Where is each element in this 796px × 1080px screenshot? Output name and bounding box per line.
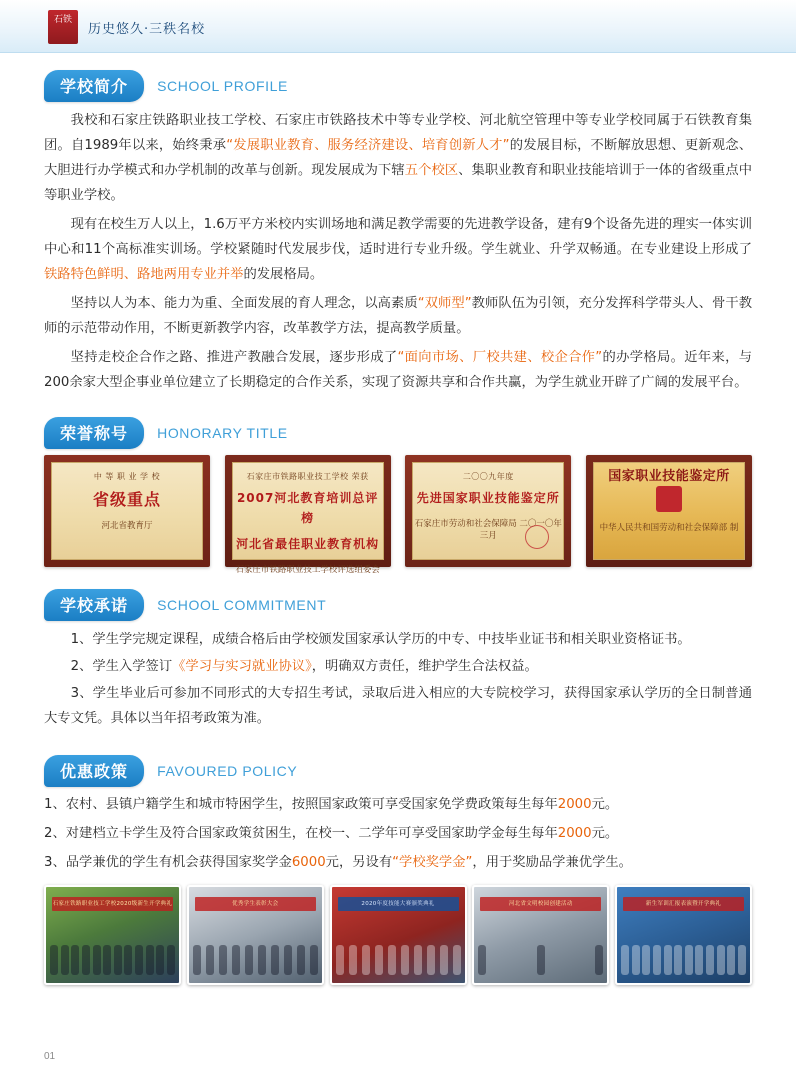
photo-caption: 优秀学生表彰大会: [195, 897, 316, 911]
policy-item: [44, 822, 752, 846]
photo-gallery: [44, 885, 752, 985]
certificate-seal-icon: [525, 525, 549, 549]
commitment-item: [44, 627, 752, 652]
certificate-top-text: 国家职业技能鉴定所: [608, 469, 730, 484]
section-badge-profile: 学校简介: [44, 70, 144, 102]
policy-item-text-c: ，用于奖励品学兼优学生。: [472, 855, 632, 870]
certificate-main-text: 2007河北教育培训总评榜: [236, 491, 379, 525]
certificate-issuer: 河北省教育厅: [101, 521, 153, 531]
profile-p3-b: 教师队伍为引领，充分发挥科学带头人、骨干教师的示范带动作用，不断更新教学内容，改革教学方法，提高教学质量。: [44, 296, 753, 336]
gallery-photo: [187, 885, 324, 985]
school-logo: 石铁: [48, 10, 78, 44]
profile-paragraph-1: [44, 108, 752, 208]
header-title: 历史悠久·三秩名校: [88, 22, 206, 37]
photo-people-row: [478, 945, 603, 975]
policy-item-amount: 2000: [557, 826, 592, 841]
section-badge-en-profile: SCHOOL PROFILE: [157, 78, 288, 94]
gallery-photo: [472, 885, 609, 985]
section-badge-commitment: 学校承诺: [44, 589, 144, 621]
profile-p1-b: 的发展目标，不断解放思想、更新观念、大胆进行办学模式和办学机制的改革与创新。现发展成为下辖: [44, 138, 753, 178]
profile-paragraph-3: [44, 291, 752, 341]
policy-item-amount: 2000: [557, 797, 592, 812]
certificate-issuer: 石家庄市劳动和社会保障局 二〇一〇年三月: [414, 519, 562, 541]
policy-item-text-b: 元。: [591, 826, 619, 841]
section-heading-profile: [44, 70, 796, 100]
profile-p1-a: 我校和石家庄铁路职业技工学校、石家庄市铁路技术中等专业学校、河北航空管理中等专业学校同属于石铁教育集团。自1989年以来，始终秉承: [44, 113, 752, 153]
gallery-photo: [44, 885, 181, 985]
section-heading-policy: [44, 755, 796, 785]
certificate-top-text: 石家庄市铁路职业技工学校 荣获: [246, 472, 369, 481]
profile-p1-highlight-1: “发展职业教育、服务经济建设、培育创新人才”: [226, 138, 510, 153]
commitment-item-text: 1、学生学完规定课程，成绩合格后由学校颁发国家承认学历的中专、中技毕业证书和相关职业资格证书。: [70, 632, 691, 647]
policy-item-text-b: 元，另设有: [325, 855, 393, 870]
policy-item: [44, 793, 752, 817]
profile-p1-highlight-2: 五个校区: [404, 163, 459, 178]
profile-p4-a: 坚持走校企合作之路、推进产教融合发展，逐步形成了: [70, 350, 398, 365]
photo-people-row: [621, 945, 746, 975]
section-badge-en-policy: FAVOURED POLICY: [157, 763, 298, 779]
certificate-item: [44, 455, 210, 567]
commitment-item-highlight: 《学习与实习就业协议》: [172, 659, 312, 674]
photo-people-row: [336, 945, 461, 975]
profile-p3-highlight: “双师型”: [417, 296, 472, 311]
policy-item-text-b: 元。: [591, 797, 619, 812]
photo-people-row: [193, 945, 318, 975]
certificate-gallery: [44, 455, 752, 575]
national-emblem-icon: [656, 486, 682, 512]
policy-item-text: 3、品学兼优的学生有机会获得国家奖学金: [44, 855, 292, 870]
gallery-photo: [615, 885, 752, 985]
section-badge-en-commitment: SCHOOL COMMITMENT: [157, 597, 327, 613]
policy-item-highlight-2: “学校奖学金”: [392, 855, 473, 870]
section-badge-policy: 优惠政策: [44, 755, 144, 787]
photo-caption: 河北省文明校园创建活动: [480, 897, 601, 911]
certificate-main-text: 先进国家职业技能鉴定所: [416, 491, 560, 505]
policy-item-amount: 6000: [291, 855, 326, 870]
page-number: 01: [44, 1051, 56, 1062]
page-header: [0, 0, 796, 53]
commitment-item-text-b: ，明确双方责任，维护学生合法权益。: [311, 659, 538, 674]
certificate-item: [405, 455, 571, 567]
profile-p2-a: 现有在校生万人以上，1.6万平方米校内实训场地和满足教学需要的先进教学设备，建有9个设备先进的理实一体实训中心和11个高标准实训场。学校紧随时代发展步伐，适时进行专业升级。学生就业、升学双畅通。在专业建设上形成了: [44, 217, 752, 257]
commitment-item-text: 3、学生毕业后可参加不同形式的大专招生考试，录取后进入相应的大专院校学习，获得国家承认学历的全日制普通大专文凭。具体以当年招考政策为准。: [44, 686, 752, 726]
commitment-item: [44, 654, 752, 679]
certificate-top-text: 二〇〇九年度: [462, 472, 514, 481]
section-heading-commitment: [44, 589, 796, 619]
profile-p4-b: 的办学格局。近年来，与200余家大型企事业单位建立了长期稳定的合作关系，实现了资源共享和合作共赢，为学生就业开辟了广阔的发展平台。: [44, 350, 753, 390]
certificate-top-text: 中 等 职 业 学 校: [93, 472, 161, 481]
profile-p1-c: 、集职业教育和职业技能培训于一体的省级重点中等职业学校。: [44, 163, 753, 203]
certificate-item: [586, 455, 752, 567]
policy-item-text: 1、农村、县镇户籍学生和城市特困学生，按照国家政策可享受国家免学费政策每生每年: [44, 797, 558, 812]
certificate-main-text: 省级重点: [92, 490, 161, 509]
photo-caption: 2020年度技能大赛颁奖典礼: [338, 897, 459, 911]
profile-paragraph-2: [44, 212, 752, 287]
profile-p3-a: 坚持以人为本、能力为重、全面发展的育人理念，以高素质: [70, 296, 418, 311]
profile-p2-b: 的发展格局。: [243, 267, 324, 282]
section-badge-en-honor: HONORARY TITLE: [157, 425, 288, 441]
section-badge-honor: 荣誉称号: [44, 417, 144, 449]
certificate-issuer: 中华人民共和国劳动和社会保障部 制: [599, 523, 739, 533]
commitment-item: [44, 681, 752, 731]
gallery-photo: [330, 885, 467, 985]
certificate-item: [225, 455, 391, 575]
profile-paragraph-4: [44, 345, 752, 395]
commitment-item-text: 2、学生入学签订: [70, 659, 173, 674]
photo-people-row: [50, 945, 175, 975]
photo-caption: 石家庄铁路职业技工学校2020级新生开学典礼: [52, 897, 173, 911]
photo-caption: 新生军训汇报表演暨开学典礼: [623, 897, 744, 911]
profile-p4-highlight: “面向市场、厂校共建、校企合作”: [397, 350, 603, 365]
policy-item-text: 2、对建档立卡学生及符合国家政策贫困生，在校一、二学年可享受国家助学金每生每年: [44, 826, 558, 841]
policy-item: [44, 851, 752, 875]
certificate-issuer: 石家庄市铁路职业技工学校评选组委会: [235, 565, 380, 575]
certificate-main-text-2: 河北省最佳职业教育机构: [236, 537, 380, 551]
profile-p2-highlight: 铁路特色鲜明、路地两用专业并举: [44, 267, 244, 282]
section-heading-honor: [44, 417, 796, 447]
